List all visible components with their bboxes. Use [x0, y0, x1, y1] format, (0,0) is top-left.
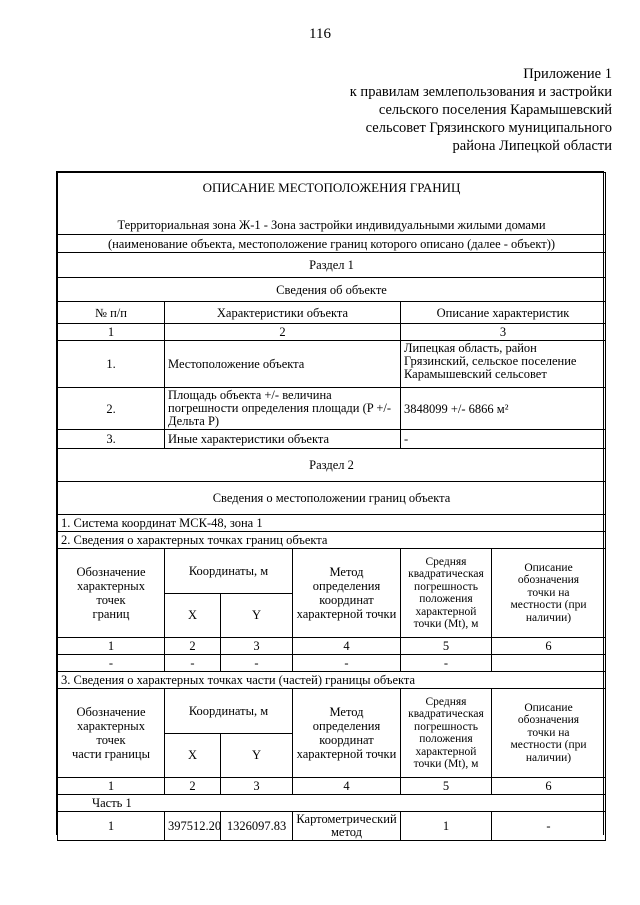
row-number: 2. [58, 388, 165, 430]
index-cell: 2 [165, 638, 221, 655]
points-col-description [492, 549, 606, 638]
value-line: Карамышевский сельсовет [404, 367, 547, 381]
section1-heading: Сведения об объекте [58, 278, 606, 302]
characteristic-line: Площадь объекта +/- величина [168, 388, 332, 402]
col-number-header [58, 302, 165, 324]
header-line: координат [319, 733, 374, 747]
points-index-row [58, 638, 606, 655]
header-line: точки (Mt), м [413, 758, 479, 770]
header-line: характерных точек [77, 719, 145, 747]
boundary-description-table [57, 172, 606, 841]
table-row [58, 812, 606, 841]
header-line: погрешность [414, 580, 478, 593]
table-row [58, 655, 606, 672]
parts-col-designation [58, 689, 165, 778]
point-y: 1326097.83 [221, 812, 293, 841]
header-line: части границы [71, 747, 151, 761]
parts-col-method [293, 689, 401, 778]
point-description: - [492, 812, 606, 841]
section1-label: Раздел 1 [58, 253, 606, 278]
index-cell: 4 [293, 778, 401, 795]
point-cell: - [58, 655, 165, 672]
characteristic-line: погрешности определения площади (P +/- Дельта P) [168, 401, 392, 428]
header-line: квадратическая [408, 708, 484, 720]
index-cell: 4 [293, 638, 401, 655]
parts-heading: 3. Сведения о характерных точках части (частей) границы объекта [58, 672, 606, 689]
value-line: Грязинский, сельское поселение [404, 354, 577, 368]
col-number-header-text: № п/п [95, 305, 127, 320]
row-number: 1. [58, 341, 165, 388]
coordinate-system: 1. Система координат МСК-48, зона 1 [58, 515, 606, 532]
col-characteristics-index: 2 [165, 324, 401, 341]
points-col-method [293, 549, 401, 638]
index-cell: 2 [165, 778, 221, 795]
index-cell: 3 [221, 778, 293, 795]
index-cell: 1 [58, 638, 165, 655]
points-col-x: X [165, 593, 221, 638]
points-col-error [401, 549, 492, 638]
header-line: точки на [527, 586, 570, 599]
zone-name: Территориальная зона Ж-1 - Зона застройки индивидуальными жилыми домами [58, 216, 606, 235]
header-line: наличии) [525, 751, 572, 764]
method-line: Картометрический [296, 812, 397, 826]
header-line: характерной [415, 745, 477, 758]
index-cell: 6 [492, 638, 606, 655]
index-cell: 1 [58, 778, 165, 795]
point-error: 1 [401, 812, 492, 841]
table-row [58, 388, 606, 430]
row-value: - [401, 430, 606, 449]
appendix-line: к правилам землепользования и застройки [349, 84, 612, 100]
header-line: характерной [415, 605, 477, 618]
header-line: характерной точки [296, 747, 397, 761]
row-value [401, 341, 606, 388]
header-line: Обозначение [76, 565, 146, 579]
parts-col-error [401, 689, 492, 778]
row-value: 3848099 +/- 6866 м² [401, 388, 606, 430]
header-line: Средняя [425, 695, 467, 708]
header-line: наличии) [525, 611, 572, 624]
point-cell: - [165, 655, 221, 672]
index-cell: 5 [401, 638, 492, 655]
header-line: Метод определения [312, 565, 381, 593]
parts-col-x: X [165, 733, 221, 778]
header-line: положения [419, 593, 473, 605]
point-x: 397512.20 [165, 812, 221, 841]
header-line: квадратическая [408, 568, 484, 580]
document-title: ОПИСАНИЕ МЕСТОПОЛОЖЕНИЯ ГРАНИЦ [58, 173, 606, 217]
appendix-line: сельского поселения Карамышевский [378, 102, 612, 118]
col-description-header: Описание характеристик [401, 302, 606, 324]
header-line: положения [419, 733, 473, 745]
index-cell: 3 [221, 638, 293, 655]
point-cell: - [221, 655, 293, 672]
header-line: Метод определения [312, 705, 381, 733]
header-line: границ [92, 607, 130, 621]
col-number-index: 1 [58, 324, 165, 341]
row-characteristic [165, 388, 401, 430]
header-line: характерных точек [77, 579, 145, 607]
point-id: 1 [58, 812, 165, 841]
header-line: точки (Mt), м [413, 618, 479, 630]
points-col-y: Y [221, 593, 293, 638]
appendix-line: района Липецкой области [452, 138, 612, 154]
row-number: 3. [58, 430, 165, 449]
header-line: Описание [524, 561, 573, 574]
method-line: метод [330, 825, 362, 839]
appendix-header [282, 65, 612, 155]
parts-col-y: Y [221, 733, 293, 778]
zone-note: (наименование объекта, местоположение границ которого описано (далее - объект)) [58, 235, 606, 253]
index-cell: 6 [492, 778, 606, 795]
value-line: Липецкая область, район [404, 341, 537, 355]
header-line: Описание [524, 701, 573, 714]
header-line: характерной точки [296, 607, 397, 621]
header-line: обозначения [517, 714, 580, 727]
parts-index-row [58, 778, 606, 795]
table-row [58, 341, 606, 388]
header-line: погрешность [414, 720, 478, 733]
header-line: точки на [527, 726, 570, 739]
header-line: местности (при [510, 739, 587, 752]
section2-label: Раздел 2 [58, 449, 606, 482]
point-cell: - [293, 655, 401, 672]
col-characteristics-header: Характеристики объекта [165, 302, 401, 324]
point-method [293, 812, 401, 841]
document-frame [56, 171, 604, 839]
page-number: 116 [309, 26, 331, 42]
row-characteristic: Иные характеристики объекта [165, 430, 401, 449]
section2-heading: Сведения о местоположении границ объекта [58, 482, 606, 515]
appendix-line: сельсовет Грязинского муниципального [365, 120, 612, 136]
table-row [58, 430, 606, 449]
header-line: Обозначение [76, 705, 146, 719]
appendix-line: Приложение 1 [523, 66, 612, 82]
col-description-index: 3 [401, 324, 606, 341]
header-line: местности (при [510, 599, 587, 612]
points-col-designation [58, 549, 165, 638]
index-cell: 5 [401, 778, 492, 795]
row-characteristic: Местоположение объекта [165, 341, 401, 388]
part-label: Часть 1 [58, 795, 606, 812]
point-cell: - [401, 655, 492, 672]
points-col-coordinates: Координаты, м [165, 549, 293, 594]
header-line: координат [319, 593, 374, 607]
parts-col-description [492, 689, 606, 778]
parts-col-coordinates: Координаты, м [165, 689, 293, 734]
header-line: обозначения [517, 574, 580, 587]
point-cell [492, 655, 606, 672]
header-line: Средняя [425, 555, 467, 568]
points-heading: 2. Сведения о характерных точках границ объекта [58, 532, 606, 549]
